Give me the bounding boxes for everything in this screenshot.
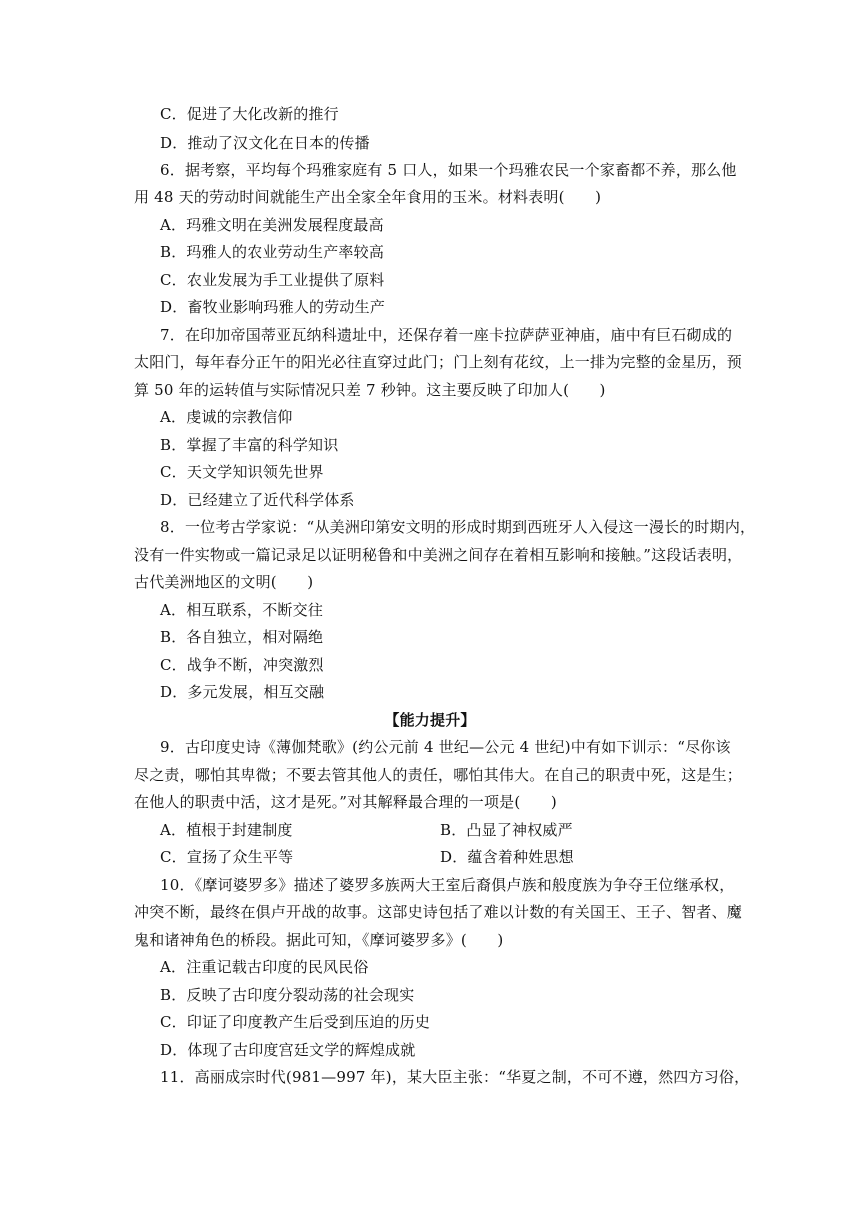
q6-option-c: C．农业发展为手工业提供了原料 (160, 271, 385, 289)
q9-option-b: B．凸显了神权威严 (440, 821, 573, 839)
q10-option-d: D．体现了古印度宫廷文学的辉煌成就 (160, 1041, 416, 1059)
q7-option-a: A．虔诚的宗教信仰 (160, 408, 293, 426)
q8-option-a: A．相互联系，不断交往 (160, 601, 324, 619)
q9-stem-line-2: 尽之责，哪怕其卑微；不要去管其他人的责任，哪怕其伟大。在自己的职责中死，这是生； (134, 766, 743, 784)
q7-stem-line-3: 算 50 年的运转值与实际情况只差 7 秒钟。这主要反映了印加人( ) (134, 381, 606, 399)
q6-option-a: A．玛雅文明在美洲发展程度最高 (160, 216, 384, 234)
q5-option-c: C．促进了大化改新的推行 (160, 105, 339, 123)
q6-option-d: D．畜牧业影响玛雅人的劳动生产 (160, 298, 386, 316)
q6-option-b: B．玛雅人的农业劳动生产率较高 (160, 243, 385, 261)
q10-option-c: C．印证了印度教产生后受到压迫的历史 (160, 1013, 431, 1031)
q6-stem-line-2: 用 48 天的劳动时间就能生产出全家全年食用的玉米。材料表明( ) (134, 188, 602, 206)
q7-option-d: D．已经建立了近代科学体系 (160, 491, 355, 509)
q8-option-d: D．多元发展，相互交融 (160, 683, 325, 701)
q10-option-a: A．注重记载古印度的民风民俗 (160, 958, 369, 976)
q7-option-c: C．天文学知识领先世界 (160, 463, 324, 481)
q10-option-b: B．反映了古印度分裂动荡的社会现实 (160, 986, 415, 1004)
q10-stem-line-3: 鬼和诸神角色的桥段。据此可知，《摩诃婆罗多》( ) (134, 931, 504, 949)
q9-option-d: D．蕴含着种姓思想 (440, 848, 574, 866)
q11-stem-line-1: 11．高丽成宗时代(981—997 年)，某大臣主张：“华夏之制，不可不遵，然四方习俗， (160, 1068, 750, 1086)
q10-stem-line-2: 冲突不断，最终在俱卢开战的故事。这部史诗包括了难以计数的有关国王、王子、智者、魔 (134, 903, 743, 921)
q8-option-c: C．战争不断，冲突激烈 (160, 656, 324, 674)
q5-option-d: D．推动了汉文化在日本的传播 (160, 134, 370, 152)
q8-stem-line-2: 没有一件实物或一篇记录足以证明秘鲁和中美洲之间存在着相互影响和接触。”这段话表明， (134, 546, 743, 564)
q9-option-a: A．植根于封建制度 (160, 821, 293, 839)
q7-stem-line-1: 7．在印加帝国蒂亚瓦纳科遗址中，还保存着一座卡拉萨萨亚神庙，庙中有巨石砌成的 (160, 326, 733, 344)
q8-stem-line-3: 古代美洲地区的文明( ) (134, 573, 314, 591)
q10-stem-line-1: 10．《摩诃婆罗多》描述了婆罗多族两大王室后裔俱卢族和般度族为争夺王位继承权， (160, 876, 735, 894)
q7-option-b: B．掌握了丰富的科学知识 (160, 436, 339, 454)
q8-option-b: B．各自独立，相对隔绝 (160, 628, 324, 646)
q9-stem-line-3: 在他人的职责中活，这才是死。”对其解释最合理的一项是( ) (134, 793, 557, 811)
q6-stem-line-1: 6．据考察，平均每个玛雅家庭有 5 口人，如果一个玛雅农民一个家畜都不养，那么他 (160, 161, 737, 179)
q9-option-c: C．宣扬了众生平等 (160, 848, 294, 866)
q7-stem-line-2: 太阳门，每年春分正午的阳光必往直穿过此门；门上刻有花纹，上一排为完整的金星历，预 (134, 353, 743, 371)
q9-stem-line-1: 9．古印度史诗《薄伽梵歌》(约公元前 4 世纪—公元 4 世纪)中有如下训示：“尽你该 (160, 738, 731, 756)
q8-stem-line-1: 8．一位考古学家说：“从美洲印第安文明的形成时期到西班牙人入侵这一漫长的时期内， (160, 518, 756, 536)
section-heading: 【能力提升】 (384, 711, 476, 729)
